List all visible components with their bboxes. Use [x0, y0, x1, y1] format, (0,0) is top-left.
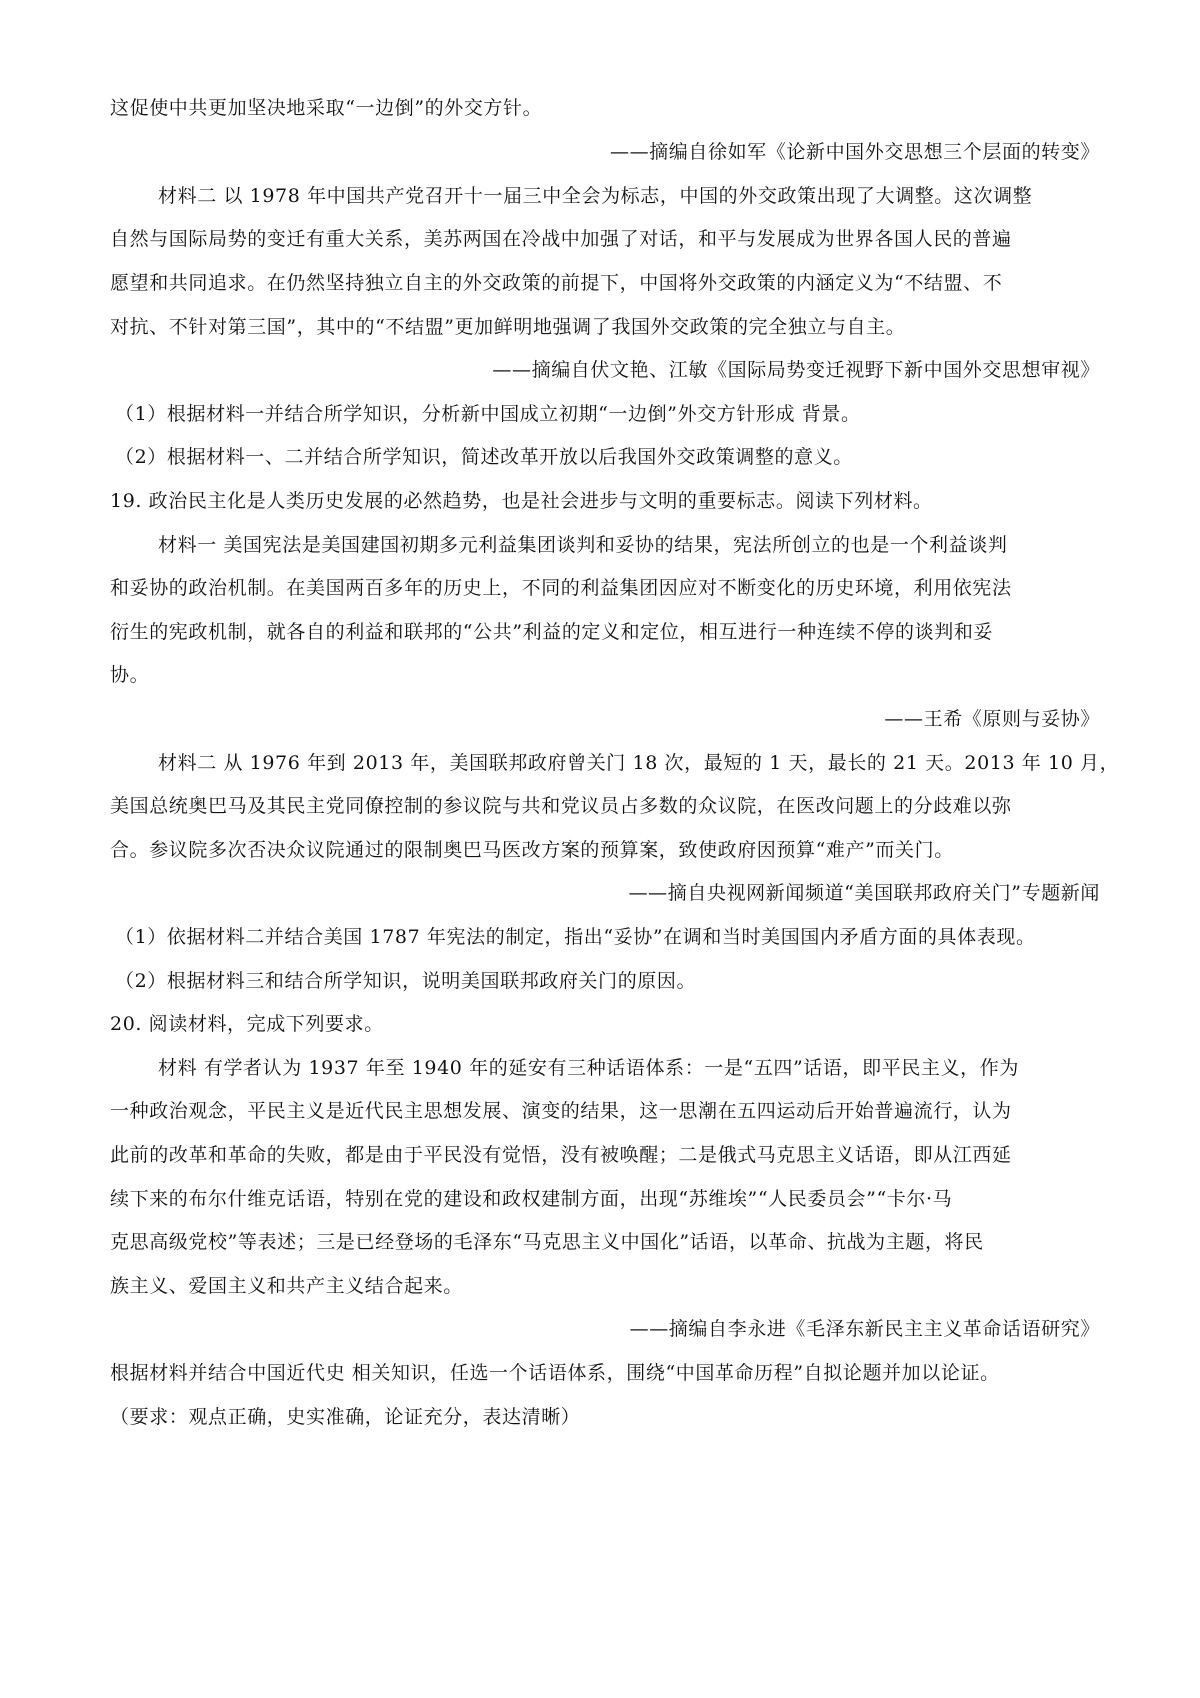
question-prompt: 根据材料并结合中国近代史 相关知识，任选一个话语体系，围绕“中国革命历程”自拟论题并加以论证。: [110, 1362, 1000, 1384]
paragraph-line: 协。: [110, 664, 150, 686]
paragraph-line: 合。参议院多次否决众议院通过的限制奥巴马医改方案的预算案，致使政府因预算“难产”而关门。: [110, 839, 954, 861]
question-2: （2）根据材料三和结合所学知识，说明美国联邦政府关门的原因。: [115, 970, 697, 992]
source-citation: ——摘编自伏文艳、江敏《国际局势变迁视野下新中国外交思想审视》: [492, 359, 1100, 381]
paragraph-line: 续下来的布尔什维克话语，特别在党的建设和政权建制方面，出现“苏维埃”“人民委员会”“卡尔·马: [110, 1188, 953, 1210]
paragraph-line: 一种政治观念，平民主义是近代民主思想发展、演变的结果，这一思潮在五四运动后开始普遍流行，认为: [110, 1100, 1012, 1122]
paragraph-line: 这促使中共更加坚决地采取“一边倒”的外交方针。: [110, 97, 543, 119]
material-two-line: 材料二 从 1976 年到 2013 年，美国联邦政府曾关门 18 次，最短的 1 天，最长的 21 天。2013 年 10 月，: [158, 752, 1120, 774]
material-line: 材料 有学者认为 1937 年至 1940 年的延安有三种话语体系：一是“五四”话语，即平民主义，作为: [158, 1057, 1019, 1079]
source-citation: ——摘编自徐如军《论新中国外交思想三个层面的转变》: [609, 141, 1100, 163]
requirements-note: （要求：观点正确，史实准确，论证充分，表达清晰）: [110, 1406, 581, 1428]
question-1: （1）依据材料二并结合美国 1787 年宪法的制定，指出“妥协”在调和当时美国国内矛盾方面的具体表现。: [115, 926, 1036, 948]
material-two-line: 材料二 以 1978 年中国共产党召开十一届三中全会为标志，中国的外交政策出现了大调整。这次调整: [158, 185, 1033, 207]
question-19-heading: 19. 政治民主化是人类历史发展的必然趋势，也是社会进步与文明的重要标志。阅读下列材料。: [110, 490, 933, 512]
material-one-line: 材料一 美国宪法是美国建国初期多元利益集团谈判和妥协的结果，宪法所创立的也是一个利益谈判: [158, 534, 1008, 556]
paragraph-line: 克思高级党校”等表述；三是已经登场的毛泽东“马克思主义中国化”话语，以革命、抗战为主题，将民: [110, 1231, 984, 1253]
paragraph-line: 族主义、爱国主义和共产主义结合起来。: [110, 1275, 463, 1297]
paragraph-line: 自然与国际局势的变迁有重大关系，美苏两国在冷战中加强了对话，和平与发展成为世界各国人民的普遍: [110, 228, 1012, 250]
question-1: （1）根据材料一并结合所学知识，分析新中国成立初期“一边倒”外交方针形成 背景。: [115, 403, 861, 425]
paragraph-line: 衍生的宪政机制，就各自的利益和联邦的“公共”利益的定义和定位，相互进行一种连续不停的谈判和妥: [110, 621, 994, 643]
paragraph-line: 和妥协的政治机制。在美国两百多年的历史上，不同的利益集团因应对不断变化的历史环境，利用依宪法: [110, 577, 1012, 599]
paragraph-line: 对抗、不针对第三国”，其中的“不结盟”更加鲜明地强调了我国外交政策的完全独立与自主。: [110, 316, 906, 338]
source-citation: ——王希《原则与妥协》: [884, 708, 1100, 730]
paragraph-line: 美国总统奥巴马及其民主党同僚控制的参议院与共和党议员占多数的众议院，在医改问题上的分歧难以弥: [110, 795, 1012, 817]
source-citation: ——摘自央视网新闻频道“美国联邦政府关门”专题新闻: [628, 882, 1100, 904]
question-20-heading: 20. 阅读材料，完成下列要求。: [110, 1013, 384, 1035]
paragraph-line: 此前的改革和革命的失败，都是由于平民没有觉悟，没有被唤醒；二是俄式马克思主义话语，即从江西延: [110, 1144, 1012, 1166]
source-citation: ——摘编自李永进《毛泽东新民主主义革命话语研究》: [629, 1318, 1100, 1340]
question-2: （2）根据材料一、二并结合所学知识，简述改革开放以后我国外交政策调整的意义。: [115, 446, 853, 468]
paragraph-line: 愿望和共同追求。在仍然坚持独立自主的外交政策的前提下，中国将外交政策的内涵定义为“不结盟、不: [110, 272, 1003, 294]
